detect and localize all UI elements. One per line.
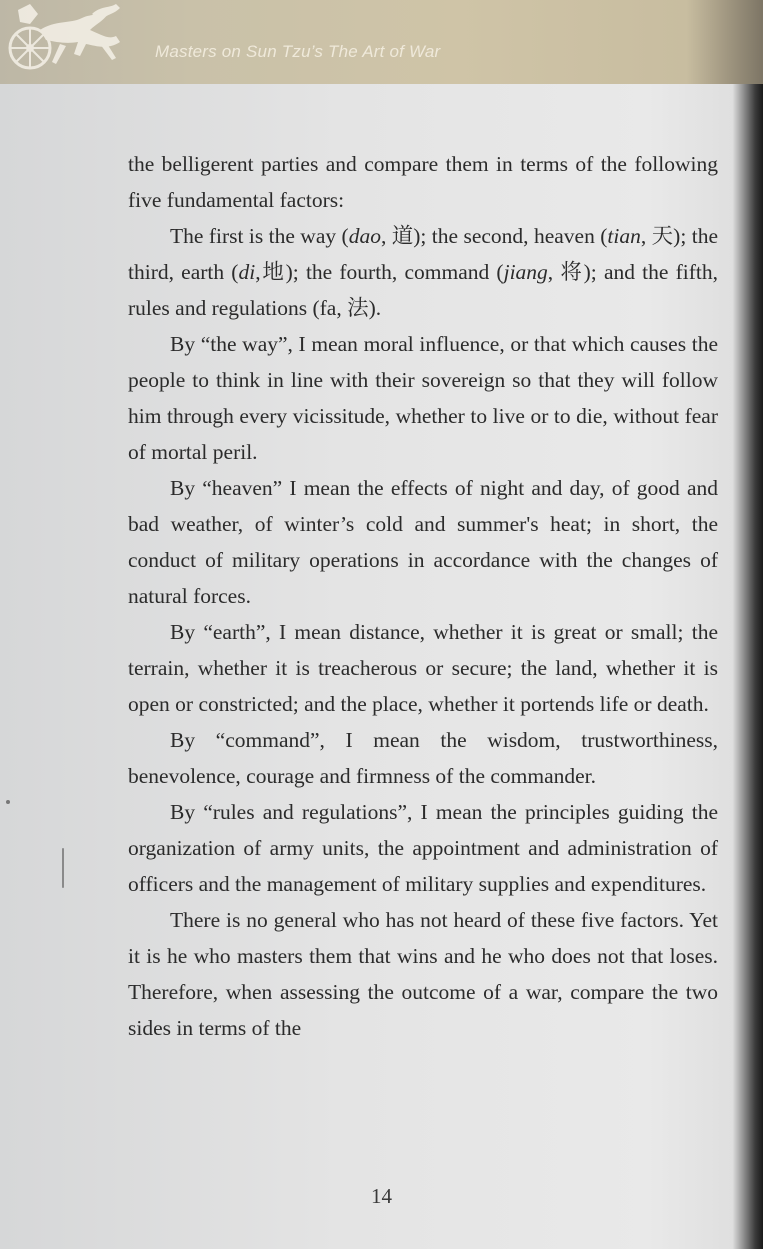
paragraph (128, 218, 718, 326)
paragraph (128, 470, 718, 614)
dust-speck (6, 800, 10, 804)
text-run: the belligerent parties and compare them in terms of the following five fundamental factors: (128, 152, 718, 212)
text-run: By “heaven” I mean the effects of night and day, of good and bad weather, of winter’s cold and summer's heat; in short, the conduct of military operations in accordance with the changes of natural forces. (128, 476, 718, 608)
text-run: , 天); the third, earth ( (128, 224, 718, 284)
paragraph (128, 722, 718, 794)
paragraph (128, 614, 718, 722)
text-run: There is no general who has not heard of these five factors. Yet it is he who masters them that wins and he who does not that loses. Therefore, when assessing the outcome of a war, compare the two sides in terms of the (128, 908, 718, 1040)
paragraph (128, 902, 718, 1046)
dust-speck (62, 848, 64, 888)
italic-term: tian (607, 224, 641, 248)
italic-term: di (238, 260, 256, 284)
italic-term: dao (348, 224, 381, 248)
text-run: , 将); and the fifth, rules and regulations (fa, 法). (128, 260, 718, 320)
header-band (0, 0, 763, 84)
italic-term: jiang (503, 260, 548, 284)
text-run: By “command”, I mean the wisdom, trustworthiness, benevolence, courage and firmness of the commander. (128, 728, 718, 788)
running-head: Masters on Sun Tzu’s The Art of War (155, 42, 441, 61)
body-text (128, 146, 718, 1046)
text-run: The first is the way ( (170, 224, 349, 248)
paragraph (128, 326, 718, 470)
page-number: 14 (371, 1184, 392, 1208)
text-run: By “rules and regulations”, I mean the principles guiding the organization of army units, the appointment and administration of officers and the management of military supplies and expenditures. (128, 800, 718, 896)
paragraph (128, 794, 718, 902)
text-run: By “earth”, I mean distance, whether it is great or small; the terrain, whether it is treacherous or secure; the land, whether it is open or constricted; and the place, whether it portends life or death. (128, 620, 718, 716)
chariot-horses-icon (0, 0, 145, 84)
paragraph (128, 146, 718, 218)
text-run: , 道); the second, heaven ( (380, 224, 608, 248)
text-run: By “the way”, I mean moral influence, or that which causes the people to think in line with their sovereign so that they will follow him through every vicissitude, whether to live or to die, without fear of mortal peril. (128, 332, 718, 464)
text-run: ,地); the fourth, command ( (255, 260, 504, 284)
